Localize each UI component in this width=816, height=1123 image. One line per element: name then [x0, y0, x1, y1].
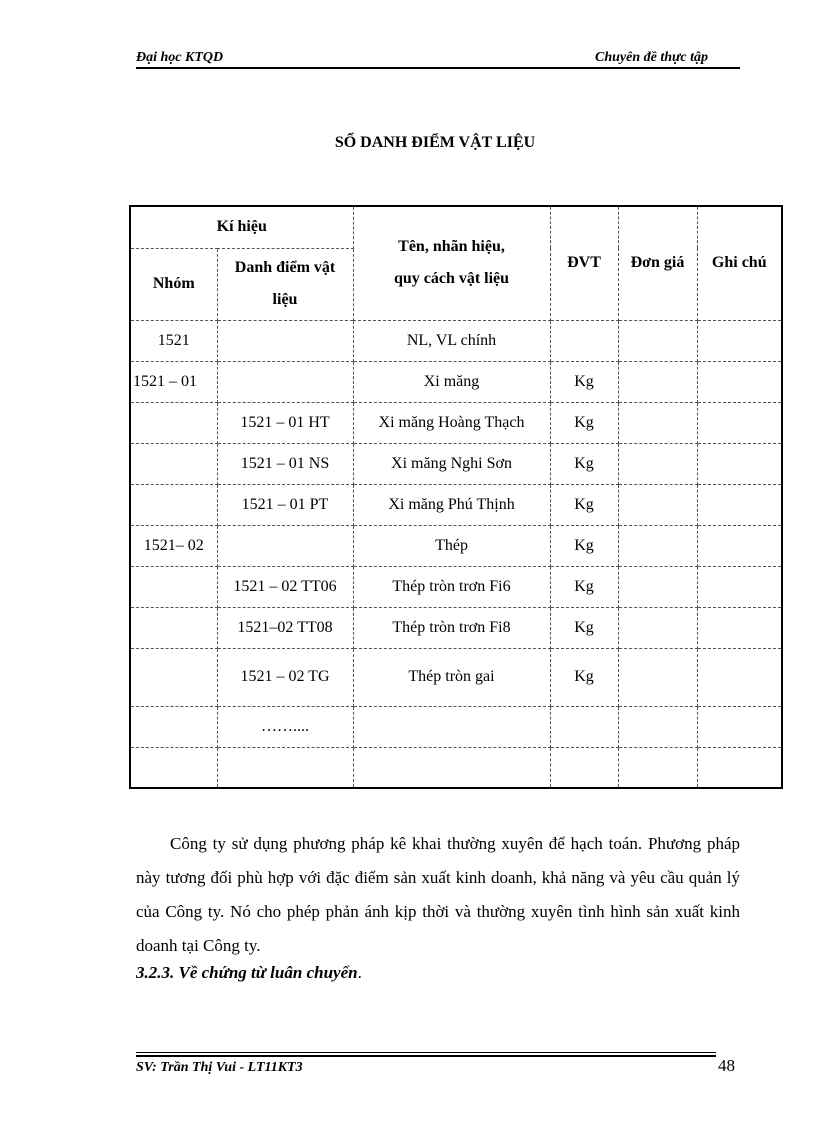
cell-nhom — [130, 706, 217, 747]
cell-nhom — [130, 747, 217, 788]
table-row — [130, 443, 782, 484]
cell-ghi-chu — [697, 607, 782, 648]
table-row — [130, 525, 782, 566]
cell-dvt: Kg — [550, 443, 618, 484]
table-row — [130, 402, 782, 443]
cell-ten: Xi măng Nghi Sơn — [353, 443, 550, 484]
cell-don-gia — [618, 443, 697, 484]
header-nhom: Nhóm — [130, 248, 217, 320]
cell-ghi-chu — [697, 443, 782, 484]
table-row — [130, 566, 782, 607]
header-school: Đại học KTQD — [136, 50, 224, 65]
table-row — [130, 747, 782, 788]
header-ten-line2: quy cách vật liệu — [393, 270, 510, 288]
table-row — [130, 706, 782, 747]
cell-nhom: 1521 — [130, 320, 217, 361]
cell-ten: Thép tròn trơn Fi8 — [353, 607, 550, 648]
cell-ten: NL, VL chính — [353, 320, 550, 361]
cell-don-gia — [618, 747, 697, 788]
cell-dvt: Kg — [550, 566, 618, 607]
cell-nhom — [130, 443, 217, 484]
section-heading-text: 3.2.3. Về chứng từ luân chuyển — [136, 963, 358, 982]
cell-ghi-chu — [697, 361, 782, 402]
header-danh-diem — [217, 248, 353, 320]
cell-nhom — [130, 484, 217, 525]
cell-dvt — [550, 320, 618, 361]
cell-ten — [353, 747, 550, 788]
cell-ghi-chu — [697, 525, 782, 566]
table-row — [130, 484, 782, 525]
cell-don-gia — [618, 566, 697, 607]
header-rule — [136, 67, 740, 69]
footer-rule — [136, 1052, 716, 1053]
cell-danh-diem: 1521 – 02 TT06 — [217, 566, 353, 607]
cell-nhom — [130, 607, 217, 648]
cell-ten: Xi măng Hoàng Thạch — [353, 402, 550, 443]
cell-ten: Thép — [353, 525, 550, 566]
header-dvt: ĐVT — [550, 206, 618, 320]
page-title: SỔ DANH ĐIỂM VẬT LIỆU — [334, 134, 536, 151]
cell-don-gia — [618, 402, 697, 443]
header-doc-type: Chuyên đề thực tập — [595, 50, 709, 65]
header-ki-hieu: Kí hiệu — [130, 206, 353, 248]
cell-ten: Xi măng — [353, 361, 550, 402]
cell-dvt — [550, 706, 618, 747]
cell-nhom — [130, 566, 217, 607]
footer-rule-thick — [136, 1055, 716, 1057]
cell-ghi-chu — [697, 648, 782, 706]
cell-danh-diem: 1521 – 01 NS — [217, 443, 353, 484]
cell-don-gia — [618, 648, 697, 706]
header-danh-diem-line1: Danh điểm vật — [234, 259, 336, 276]
cell-danh-diem — [217, 361, 353, 402]
header-ten — [353, 206, 550, 320]
cell-don-gia — [618, 706, 697, 747]
cell-dvt: Kg — [550, 607, 618, 648]
cell-danh-diem: 1521 – 02 TG — [217, 648, 353, 706]
header-don-gia: Đơn giá — [618, 206, 697, 320]
cell-don-gia — [618, 320, 697, 361]
cell-don-gia — [618, 361, 697, 402]
cell-dvt: Kg — [550, 361, 618, 402]
cell-danh-diem — [217, 320, 353, 361]
table-row — [130, 361, 782, 402]
table-row — [130, 607, 782, 648]
cell-nhom — [130, 648, 217, 706]
cell-ghi-chu — [697, 747, 782, 788]
cell-danh-diem: 1521 – 01 HT — [217, 402, 353, 443]
cell-ghi-chu — [697, 320, 782, 361]
cell-don-gia — [618, 484, 697, 525]
cell-ten — [353, 706, 550, 747]
cell-ghi-chu — [697, 566, 782, 607]
cell-dvt: Kg — [550, 525, 618, 566]
body-paragraph: Công ty sử dụng phương pháp kê khai thường xuyên để hạch toán. Phương pháp này tương đối phù hợp với đặc điểm sản xuất kinh doanh, khả năng và yêu cầu quản lý của Công ty. Nó cho phép phản ánh kịp thời và thường xuyên tình hình sản xuất kinh doanh tại Công ty. — [136, 834, 740, 955]
cell-dvt: Kg — [550, 484, 618, 525]
section-heading — [136, 963, 362, 983]
cell-ghi-chu — [697, 484, 782, 525]
cell-ten: Xi măng Phú Thịnh — [353, 484, 550, 525]
footer-author: SV: Trần Thị Vui - LT11KT3 — [136, 1060, 303, 1075]
header-danh-diem-line2: liệu — [272, 291, 298, 308]
cell-nhom: 1521 – 01 — [130, 361, 217, 402]
cell-nhom — [130, 402, 217, 443]
section-heading-period: . — [357, 963, 362, 982]
cell-danh-diem: …….... — [217, 706, 353, 747]
header-ghi-chu: Ghi chú — [697, 206, 782, 320]
page-number: 48 — [718, 1056, 735, 1075]
material-table — [129, 205, 783, 789]
cell-don-gia — [618, 525, 697, 566]
table-row — [130, 648, 782, 706]
cell-danh-diem — [217, 747, 353, 788]
cell-danh-diem: 1521 – 01 PT — [217, 484, 353, 525]
table-row — [130, 320, 782, 361]
cell-don-gia — [618, 607, 697, 648]
cell-nhom: 1521– 02 — [130, 525, 217, 566]
cell-dvt: Kg — [550, 402, 618, 443]
cell-dvt — [550, 747, 618, 788]
cell-danh-diem — [217, 525, 353, 566]
cell-ghi-chu — [697, 402, 782, 443]
cell-dvt: Kg — [550, 648, 618, 706]
cell-danh-diem: 1521–02 TT08 — [217, 607, 353, 648]
cell-ten: Thép tròn gai — [353, 648, 550, 706]
table-header-row — [130, 206, 782, 248]
cell-ghi-chu — [697, 706, 782, 747]
cell-ten: Thép tròn trơn Fi6 — [353, 566, 550, 607]
header-ten-line1: Tên, nhãn hiệu, — [398, 238, 505, 256]
